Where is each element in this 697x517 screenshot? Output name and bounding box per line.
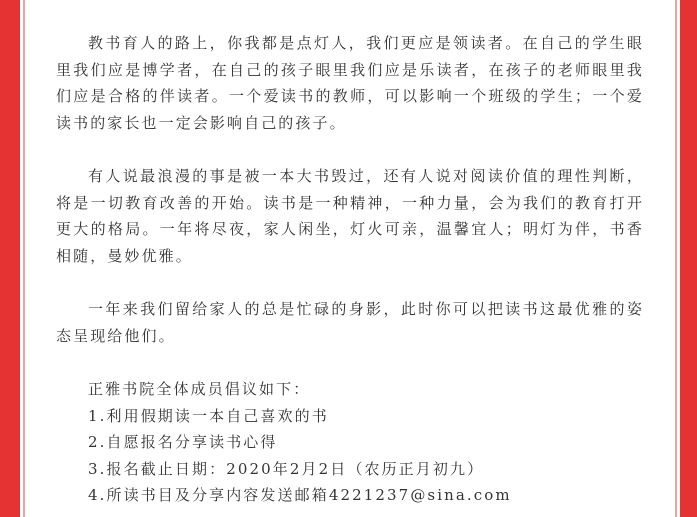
- proposal-intro: 正雅书院全体成员倡议如下：: [88, 380, 311, 398]
- right-inner-border-line: [675, 0, 677, 517]
- proposal-list: [56, 403, 644, 509]
- proposal-item: 3.报名截止日期：2020年2月2日（农历正月初九）: [88, 459, 485, 478]
- proposal-item: 2.自愿报名分享读书心得: [88, 433, 278, 451]
- left-inner-border-line: [23, 0, 25, 517]
- proposal-item: 1.利用假期读一本自己喜欢的书: [88, 406, 329, 425]
- paragraph-1: 教书育人的路上，你我都是点灯人，我们更应是领读者。在自己的学生眼里我们应是博学者，在自己的孩子眼里我们应是乐读者，在孩子的老师眼里我们应是合格的伴读者。一个爱读书的教师，可以影响一个班级的学生；一个爱读书的家长也一定会影响自己的孩子。: [56, 34, 644, 132]
- proposal-item: 4.所读书目及分享内容发送邮箱4221237@sina.com: [88, 486, 512, 504]
- paragraph-3: 一年来我们留给家人的总是忙碌的身影，此时你可以把读书这最优雅的姿态呈现给他们。: [56, 300, 644, 345]
- article-body: [56, 30, 644, 509]
- paragraph-2: 有人说最浪漫的事是被一本大书毁过，还有人说对阅读价值的理性判断，将是一切教育改善的开始。读书是一种精神，一种力量，会为我们的教育打开更大的格局。一年将尽夜，家人闲坐，灯火可亲，温馨宜人；明灯为伴，书香相随，曼妙优雅。: [56, 167, 644, 265]
- left-red-border: [0, 0, 20, 517]
- right-red-border: [680, 0, 697, 517]
